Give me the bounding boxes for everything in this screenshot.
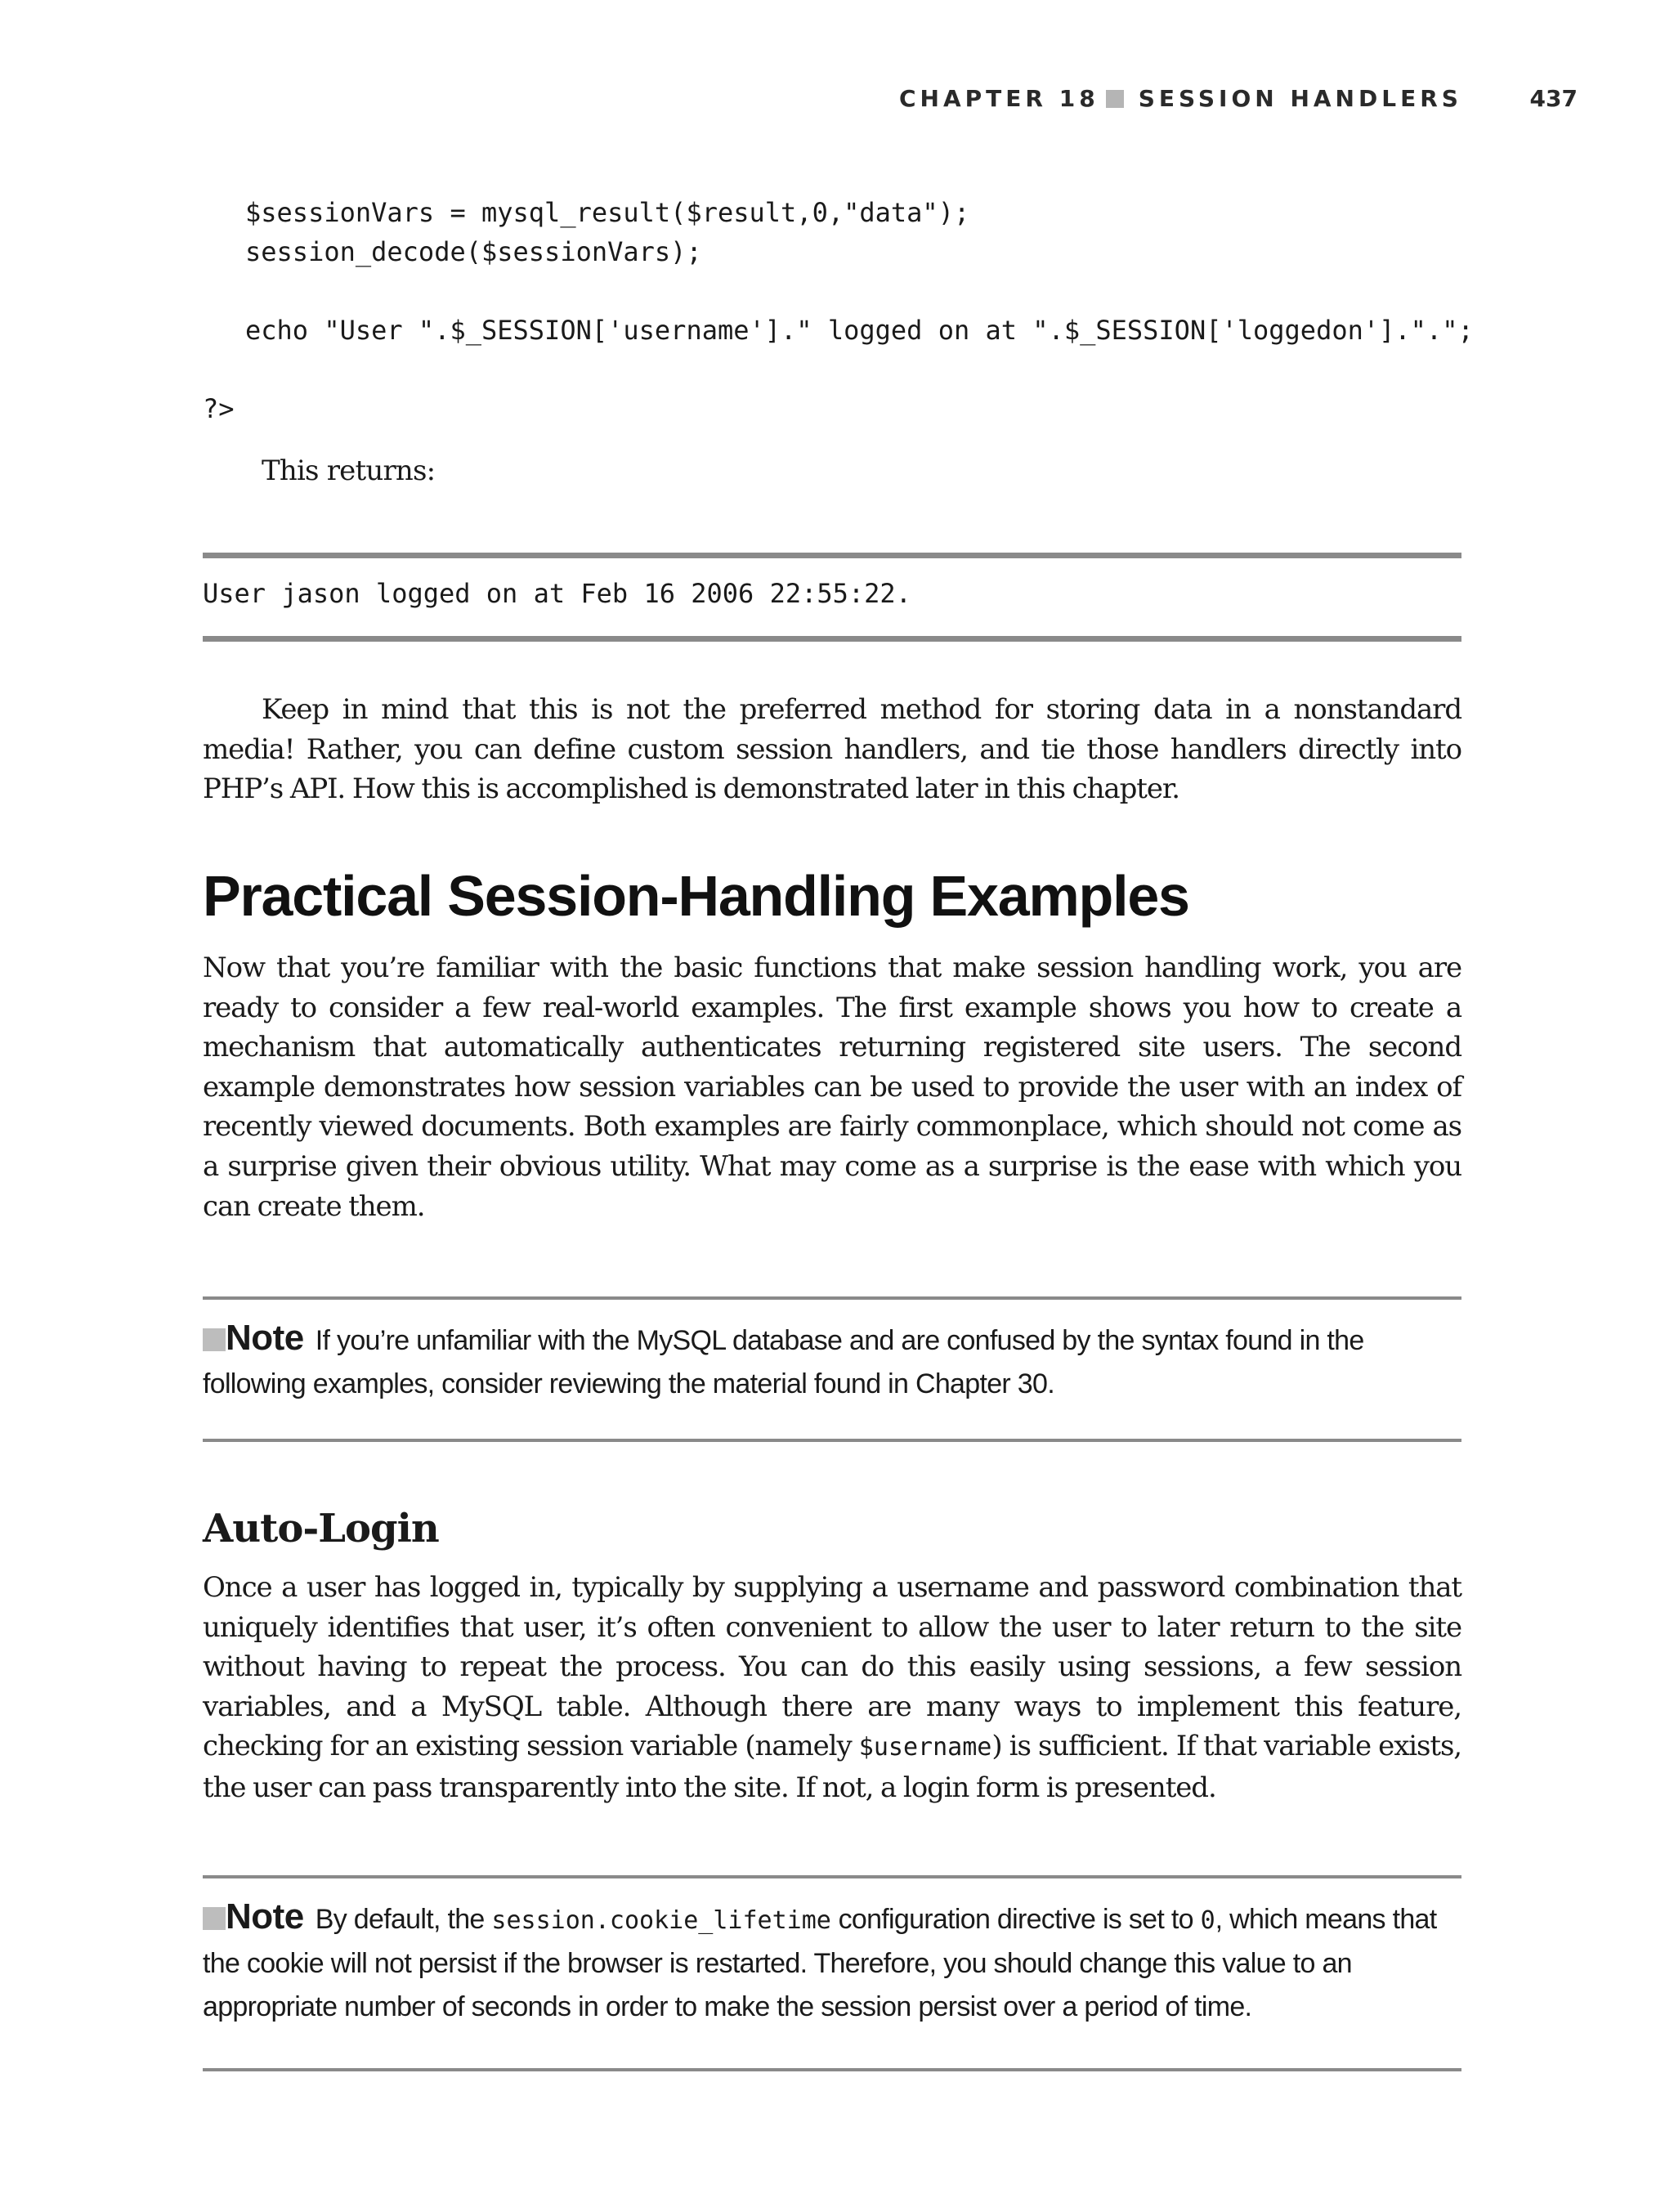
page-number: 437 [1529,85,1578,112]
note-2-text-c: , which means that the cookie will not persist if the browser is restarted. Therefore, you should change this value to an appropriate number of seconds in order to make the session persist over a period of time. [203,1904,1437,2022]
header-separator-square [1106,90,1124,108]
note1-top-rule [203,1296,1461,1300]
note2-top-rule [203,1875,1461,1878]
note1-bottom-rule [203,1439,1461,1442]
code-line-1: $sessionVars = mysql_result($result,0,"data"); [245,197,970,228]
note-2 [203,1895,1461,2029]
output-bottom-rule [203,636,1461,642]
section-label: SESSION HANDLERS [1138,85,1462,112]
note-1 [203,1316,1461,1406]
subsection-heading: Auto-Login [203,1506,439,1552]
running-header [899,85,1462,113]
paragraph-preferred-method: Keep in mind that this is not the preferred method for storing data in a nonstandard media! Rather, you can define custom session handlers, and tie those handlers directly into PHP’s API. How this is accomplished is demonstrated later in this chapter. [203,693,1461,806]
username-variable-code: $username [858,1733,992,1762]
note-2-text-a: By default, the [315,1904,492,1935]
code-line-4: ?> [203,393,235,424]
paragraph-auto-login [203,1568,1461,1808]
output-top-rule [203,553,1461,558]
output-block: User jason logged on at Feb 16 2006 22:55:22. [203,578,911,609]
note2-bottom-rule [203,2068,1461,2071]
note-marker-square [203,1907,226,1930]
cookie-lifetime-directive-code: session.cookie_lifetime [491,1906,831,1935]
note-label: Note [226,1318,304,1358]
section-heading: Practical Session-Handling Examples [203,864,1189,928]
returns-text: This returns: [262,454,436,487]
paragraph-auto-login-part2: ) is sufficient. If that variable exists, the user can pass transparently into the site. If not, a login form is presented. [203,1730,1462,1804]
note-label: Note [226,1896,304,1937]
code-line-3: echo "User ".$_SESSION['username']." logged on at ".$_SESSION['loggedon']."."; [245,315,1474,346]
note-2-text-b: configuration directive is set to [830,1904,1201,1935]
note-marker-square [203,1328,226,1351]
paragraph-intro-examples: Now that you’re familiar with the basic functions that make session handling work, you are ready to consider a few real-world examples. The first example shows you how to create a mechanism that automatically authenticates returning registered site users. The second example demonstrates how session variables can be used to provide the user with an index of recently viewed documents. Both examples are fairly commonplace, which should not come as a surprise given their obvious utility. What may come as a surprise is the ease with which you can create them. [203,952,1461,1223]
paragraph-auto-login-part1: Once a user has logged in, typically by supplying a username and password combination that uniquely identifies that user, it’s often convenient to allow the user to later return to the site without having to repeat the process. You can do this easily using sessions, a few session variables, and a MySQL table. Although there are many ways to implement this feature, checking for an existing session variable (namely [203,1571,1461,1763]
zero-value-code: 0 [1200,1906,1215,1935]
code-line-2: session_decode($sessionVars); [245,236,702,267]
note-1-text: If you’re unfamiliar with the MySQL database and are confused by the syntax found in the following examples, consider reviewing the material found in Chapter 30. [203,1325,1364,1399]
chapter-label: CHAPTER 18 [899,85,1099,112]
